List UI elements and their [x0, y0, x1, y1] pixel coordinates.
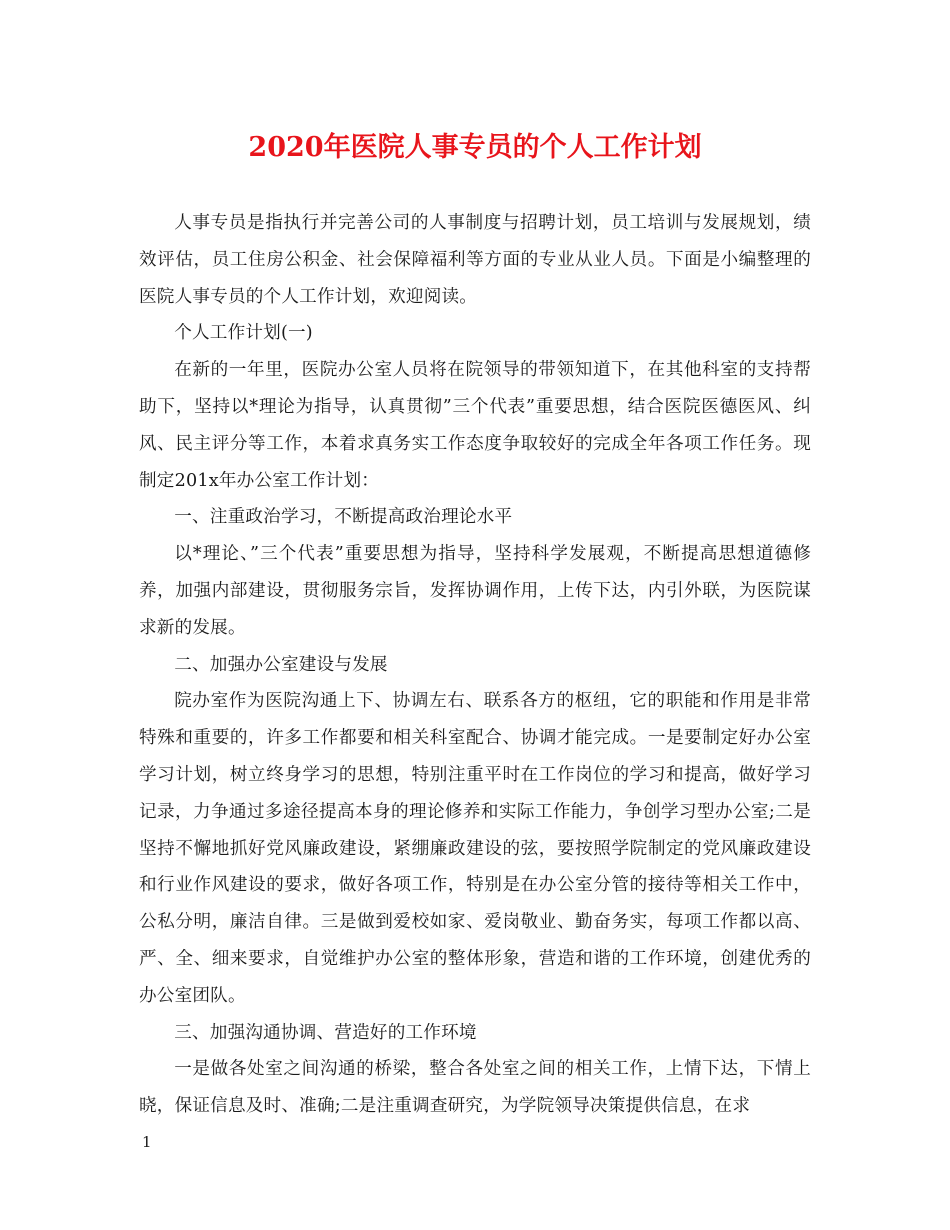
section-heading-plan-one: 个人工作计划(一) — [174, 323, 313, 344]
page-number: 1 — [142, 1133, 152, 1151]
section-heading-political-study: 一、注重政治学习，不断提高政治理论水平 — [174, 507, 513, 528]
section-heading-office-building: 二、加强办公室建设与发展 — [174, 654, 388, 675]
paragraph-political-study: 以*理论、”三个代表”重要思想为指导，坚持科学发展观，不断提高思想道德修养，加强内部建设，贯彻服务宗旨，发挥协调作用，上传下达，内引外联，为医院谋求新的发展。 — [139, 544, 811, 638]
paragraph-office-building: 院办室作为医院沟通上下、协调左右、联系各方的枢纽，它的职能和作用是非常特殊和重要的，许多工作都要和相关科室配合、协调才能完成。一是要制定好办公室学习计划，树立终身学习的思想，特别注重平时在工作岗位的学习和提高，做好学习记录，力争通过多途径提高本身的理论修养和实际工作能力，争创学习型办公室;二是坚持不懈地抓好党风廉政建设，紧绷廉政建设的弦，要按照学院制定的党风廉政建设和行业作风建设的要求，做好各项工作，特别是在办公室分管的接待等相关工作中，公私分明，廉洁自律。三是做到爱校如家、爱岗敬业、勤奋务实，每项工作都以高、严、全、细来要求，自觉维护办公室的整体形象，营造和谐的工作环境，创建优秀的办公室团队。 — [139, 691, 811, 1006]
page-title: 2020年医院人事专员的个人工作计划 — [248, 132, 702, 163]
section-heading-communication: 三、加强沟通协调、营造好的工作环境 — [174, 1022, 477, 1043]
paragraph-communication: 一是做各处室之间沟通的桥梁，整合各处室之间的相关工作，上情下达，下情上晓，保证信息及时、准确;二是注重调查研究，为学院领导决策提供信息，在求 — [139, 1059, 811, 1117]
paragraph-intro: 人事专员是指执行并完善公司的人事制度与招聘计划，员工培训与发展规划，绩效评估，员工住房公积金、社会保障福利等方面的专业从业人员。下面是小编整理的医院人事专员的个人工作计划，欢迎阅读。 — [139, 213, 811, 307]
document-body — [139, 205, 811, 1125]
paragraph-plan-overview: 在新的一年里，医院办公室人员将在院领导的带领知道下，在其他科室的支持帮助下，坚持以*理论为指导，认真贯彻”三个代表”重要思想，结合医院医德医风、纠风、民主评分等工作，本着求真务实工作态度争取较好的完成全年各项工作任务。现制定201x年办公室工作计划： — [139, 360, 811, 491]
